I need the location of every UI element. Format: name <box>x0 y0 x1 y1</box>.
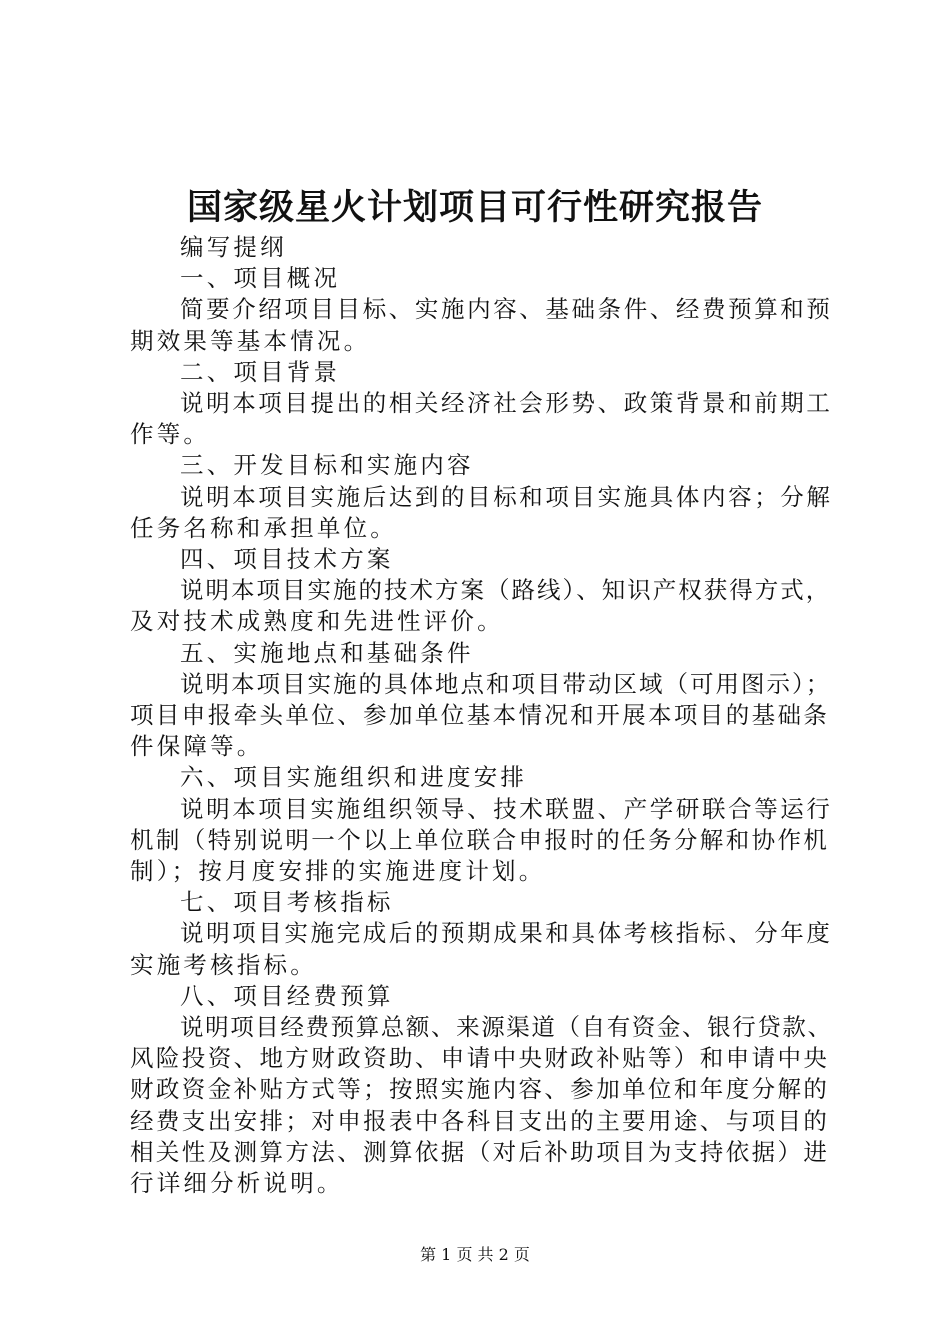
text-line: 行详细分析说明。 <box>130 1169 344 1198</box>
text-line: 及对技术成熟度和先进性评价。 <box>130 607 504 636</box>
text-line: 说明项目经费预算总额、来源渠道（自有资金、银行贷款、 <box>180 1013 833 1042</box>
text-line: 相关性及测算方法、测算依据（对后补助项目为支持依据）进 <box>130 1137 830 1166</box>
text-line: 说明本项目提出的相关经济社会形势、政策背景和前期工 <box>180 389 833 418</box>
text-line: 五、实施地点和基础条件 <box>180 638 474 667</box>
text-line: 八、项目经费预算 <box>180 981 394 1010</box>
text-line: 件保障等。 <box>130 732 264 761</box>
text-line: 机制（特别说明一个以上单位联合申报时的任务分解和协作机 <box>130 825 830 854</box>
text-line: 编写提纲 <box>180 233 287 261</box>
text-line: 任务名称和承担单位。 <box>130 513 397 542</box>
text-line: 制）；按月度安排的实施进度计划。 <box>130 857 546 886</box>
text-line: 作等。 <box>130 420 211 449</box>
text-line: 实施考核指标。 <box>130 950 317 979</box>
text-line: 项目申报牵头单位、参加单位基本情况和开展本项目的基础条 <box>130 701 830 730</box>
text-line: 说明本项目实施的具体地点和项目带动区域（可用图示）； <box>180 669 832 698</box>
text-line: 期效果等基本情况。 <box>130 326 371 355</box>
document-title: 国家级星火计划项目可行性研究报告 <box>186 188 763 228</box>
document-body <box>130 232 834 1199</box>
text-line: 风险投资、地方财政资助、申请中央财政补贴等）和申请中央 <box>130 1044 830 1073</box>
text-line: 说明本项目实施后达到的目标和项目实施具体内容；分解 <box>180 482 833 511</box>
text-line: 二、项目背景 <box>180 357 341 386</box>
text-line: 财政资金补贴方式等；按照实施内容、参加单位和年度分解的 <box>130 1075 830 1104</box>
text-line: 七、项目考核指标 <box>180 888 394 917</box>
page-footer: 第 1 页 共 2 页 <box>420 1245 530 1264</box>
text-line: 说明本项目实施组织领导、技术联盟、产学研联合等运行 <box>180 794 833 823</box>
text-line: 经费支出安排；对申报表中各科目支出的主要用途、与项目的 <box>130 1106 830 1135</box>
text-line: 一、项目概况 <box>180 264 341 293</box>
text-line: 简要介绍项目目标、实施内容、基础条件、经费预算和预 <box>180 295 833 324</box>
text-line: 四、项目技术方案 <box>180 545 394 574</box>
text-line: 说明项目实施完成后的预期成果和具体考核指标、分年度 <box>180 919 833 948</box>
text-line: 六、项目实施组织和进度安排 <box>180 763 528 792</box>
text-line: 三、开发目标和实施内容 <box>180 451 474 480</box>
text-line: 说明本项目实施的技术方案（路线）、知识产权获得方式， <box>180 576 832 605</box>
